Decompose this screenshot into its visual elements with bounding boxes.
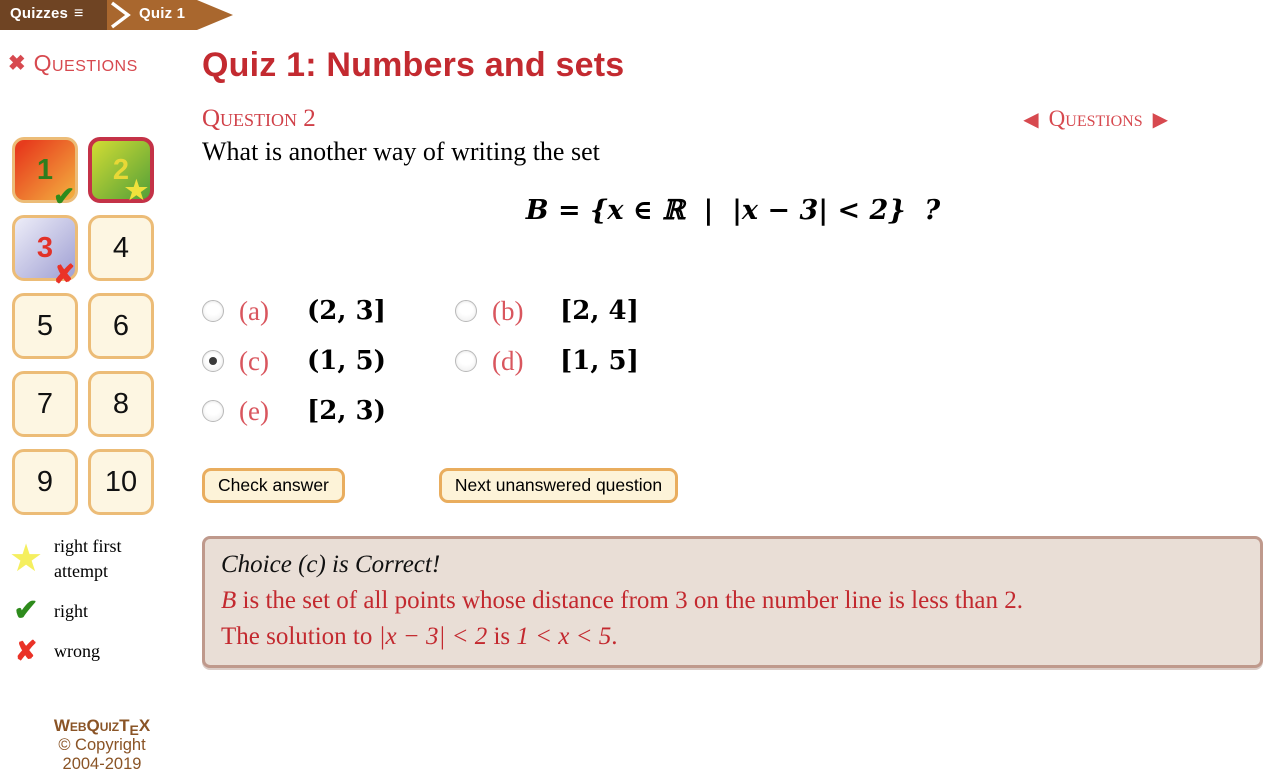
question-button-3[interactable] [12,215,78,289]
breadcrumb-quiz-tab[interactable]: Quiz 1 [139,5,186,22]
question-header-row [202,105,1264,133]
question-number: 6 [112,309,130,342]
copyright-years: 2004-2019 [62,755,142,773]
breadcrumb [0,0,240,30]
main-content [202,40,1264,668]
cross-icon: ✘ [14,636,38,667]
legend-item-right [8,596,166,626]
question-button-grid [12,137,154,515]
question-number: 3 [36,231,54,264]
question-button-7[interactable] [12,371,78,437]
option-row-c[interactable] [202,342,455,380]
option-row-e[interactable] [202,392,455,430]
option-row-b[interactable] [455,292,895,330]
option-row-d[interactable] [455,342,895,380]
question-number: 2 [112,153,130,186]
check-icon: ✔ [13,594,39,628]
option-row-a[interactable] [202,292,455,330]
feedback-heading: Choice (c) is Correct! [221,551,441,578]
question-button-1[interactable] [12,137,78,211]
question-button-8[interactable] [88,371,154,437]
question-button-6[interactable] [88,293,154,359]
page-title: Quiz 1: Numbers and sets [202,46,625,84]
question-number: 4 [112,231,130,264]
legend-label: right [54,600,88,621]
menu-icon[interactable]: ≡ [74,5,84,22]
star-icon: ★ [8,538,44,581]
questions-panel-title: Questions [33,50,138,76]
radio-d[interactable] [455,350,477,372]
radio-e[interactable] [202,400,224,422]
next-unanswered-button[interactable]: Next unanswered question [439,468,678,503]
question-button-10[interactable] [88,449,154,515]
questions-nav-label: Questions [1048,106,1143,131]
legend-label: wrong [54,641,100,662]
legend-item-right-first-attempt [8,534,166,584]
option-value: [2, 3) [307,396,386,426]
question-number: 5 [36,309,54,342]
option-letter: (c) [239,345,269,376]
radio-c[interactable] [202,350,224,372]
close-icon[interactable]: ✖ [8,52,26,75]
star-icon: ★ [124,175,148,205]
questions-panel-header [8,50,138,77]
breadcrumb-quizzes-tab[interactable]: Quizzes [10,5,69,22]
legend [8,534,166,665]
radio-b[interactable] [455,300,477,322]
question-button-9[interactable] [12,449,78,515]
option-value: (1, 5) [307,346,386,376]
option-value: [1, 5] [560,346,639,376]
option-letter: (b) [492,295,524,326]
option-letter: (d) [492,345,524,376]
question-button-4[interactable] [88,215,154,281]
check-answer-button[interactable]: Check answer [202,468,345,503]
feedback-box [202,536,1263,668]
footer [22,716,182,774]
answer-options [202,292,1264,430]
legend-item-wrong [8,638,166,665]
next-question-button[interactable]: ▶ [1152,108,1168,131]
radio-a[interactable] [202,300,224,322]
question-button-2[interactable] [88,137,154,203]
legend-label: right first attempt [54,536,122,582]
webquiztex-logo: WebQuizTEX [53,716,151,738]
question-number: 7 [36,387,54,420]
action-buttons [202,468,1264,503]
option-letter: (e) [239,395,269,426]
question-nav [1023,106,1168,132]
question-button-5[interactable] [12,293,78,359]
prev-question-button[interactable]: ◀ [1023,108,1039,131]
copyright-text: © Copyright [58,736,146,754]
cross-icon: ✘ [53,259,75,289]
question-text: What is another way of writing the set [202,137,600,166]
option-value: (2, 3] [307,296,386,326]
question-number: 8 [112,387,130,420]
option-value: [2, 4] [560,296,639,326]
question-number: 9 [36,465,54,498]
question-label: Question 2 [202,105,316,132]
question-number: 1 [36,153,54,186]
feedback-line-1: B is the set of all points whose distance from 3 on the number line is less than 2. [221,587,1023,614]
check-icon: ✔ [53,181,75,211]
set-formula: B = {x ∈ ℝ | |x − 3| < 2} ? [525,195,941,226]
question-number: 10 [104,465,138,498]
feedback-line-2: The solution to |x − 3| < 2 is 1 < x < 5. [221,623,618,650]
option-letter: (a) [239,295,269,326]
